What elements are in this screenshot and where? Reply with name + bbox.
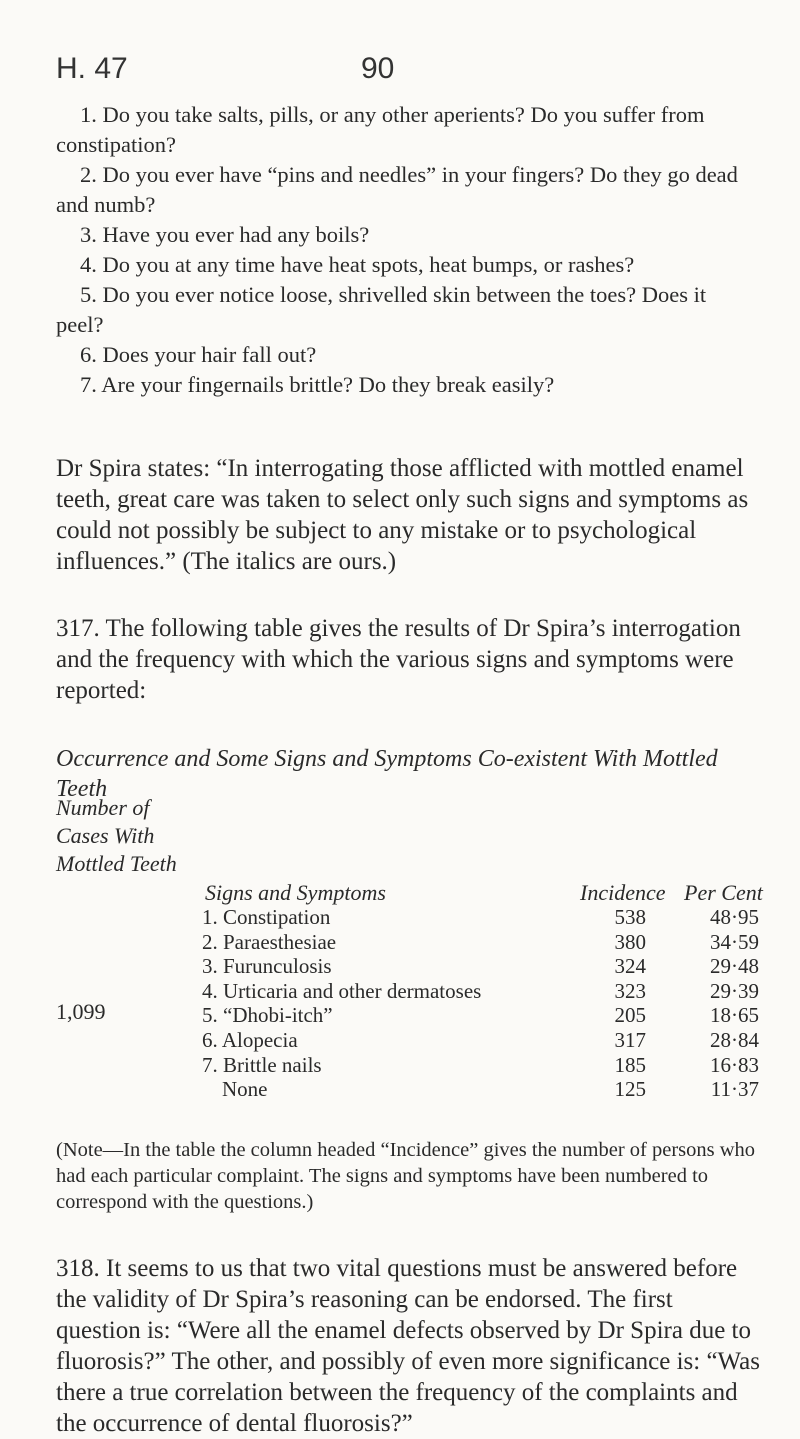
incidence-value: 323 [614,978,646,1003]
percent-value: 11·37 [710,1077,759,1102]
paragraph-317: 317. The following table gives the results of Dr Spira’s interrogation and the frequency with which the various signs and symptoms were reported: [56,615,741,704]
table-title: Occurrence and Some Signs and Symptoms Co-existent With Mottled Teeth [56,746,718,802]
symptom-label: 6. Alopecia [202,1028,298,1052]
question-item: 3. Have you ever had any boils? [80,222,370,247]
percent-value: 48·95 [710,905,759,929]
symptom-label: 7. Brittle nails [202,1052,322,1077]
incidence-value: 125 [614,1077,646,1102]
question-item: 1. Do you take salts, pills, or any other aperients? Do you suffer from constipation? [56,102,705,157]
percent-value: 28·84 [710,1028,759,1052]
incidence-value: 185 [614,1052,646,1077]
column-header-cases: Number of Cases With Mottled Teeth [56,795,177,876]
table-row [0,979,800,1003]
percent-value: 29·39 [710,978,759,1003]
percent-value: 34·59 [710,929,759,954]
symptom-label: 5. “Dhobi-itch” [202,1003,333,1028]
table-row [0,1077,800,1101]
symptoms-table [0,794,800,1124]
table-row [0,1053,800,1077]
table-row [0,905,800,929]
symptom-label: 4. Urticaria and other dermatoses [202,978,482,1003]
symptom-label: 3. Furunculosis [202,954,332,979]
paragraph-318: 318. It seems to us that two vital questions must be answered before the validity of Dr Spira’s reasoning can be endorsed. The first question is: “Were all the enamel defects observed by Dr Spira due to fluorosis?” The other, and possibly of even more significance is: “Was there a true correlation between the frequency of the complaints and the occurrence of dental fluorosis?” [56,1255,760,1437]
question-item: 2. Do you ever have “pins and needles” in your fingers? Do they go dead and numb? [56,162,738,217]
percent-value: 18·65 [710,1003,759,1028]
symptom-label: None [222,1077,268,1102]
column-header-incidence: Incidence [580,880,666,905]
column-header-signs: Signs and Symptoms [205,880,386,905]
question-item: 6. Does your hair fall out? [80,342,317,367]
table-row [0,954,800,978]
incidence-value: 538 [614,905,646,929]
percent-value: 16·83 [710,1052,759,1077]
question-list [56,100,756,400]
table-row [0,930,800,954]
table-row [0,1028,800,1052]
symptom-label: 1. Constipation [202,905,331,929]
incidence-value: 205 [614,1003,646,1028]
question-item: 7. Are your fingernails brittle? Do they break easily? [80,372,555,397]
table-note: (Note—In the table the column headed “Incidence” gives the number of persons who had each particular complaint. The signs and symptoms have been numbered to correspond with the questions.) [56,1139,756,1213]
column-header-percent: Per Cent [684,880,763,905]
incidence-value: 380 [614,929,646,954]
document-reference: H. 47 [56,52,128,85]
page-number: 90 [361,52,395,85]
percent-value: 29·48 [710,954,759,979]
incidence-value: 317 [614,1028,646,1052]
symptom-label: 2. Paraesthesiae [202,929,337,954]
cases-count: 1,099 [56,999,106,1024]
question-item: 4. Do you at any time have heat spots, heat bumps, or rashes? [80,252,635,277]
paragraph-spira-statement: Dr Spira states: “In interrogating those afflicted with mottled enamel teeth, great care was taken to select only such signs and symptoms as could not possibly be subject to any mistake or to psychological influences.” (The italics are ours.) [56,455,749,575]
incidence-value: 324 [614,954,646,979]
page-header [56,52,744,92]
question-item: 5. Do you ever notice loose, shrivelled skin between the toes? Does it peel? [56,282,707,337]
table-row [0,1003,800,1027]
